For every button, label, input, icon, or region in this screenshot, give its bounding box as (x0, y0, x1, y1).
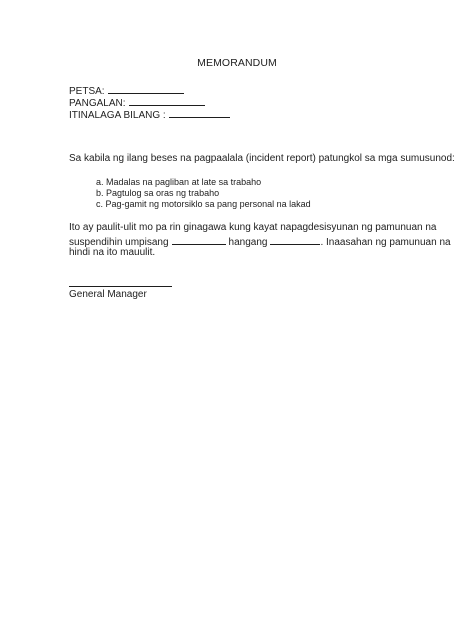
body-line-2-end: . Inaasahan ng pamunuan na (320, 237, 451, 248)
end-date-blank (270, 235, 320, 245)
memo-title: MEMORANDUM (197, 57, 277, 69)
signature-line (69, 286, 172, 287)
itinalaga-blank (169, 108, 230, 118)
intro-paragraph: Sa kabila ng ilang beses na pagpaalala (incident report) patungkol sa mga sumusunod: (69, 153, 455, 164)
petsa-label: PETSA: (69, 86, 105, 97)
pangalan-label: PANGALAN: (69, 98, 126, 109)
signature-label: General Manager (69, 289, 147, 300)
body-line-2-middle: hangang (228, 237, 268, 248)
start-date-blank (172, 235, 226, 245)
body-line-3: hindi na ito mauulit. (69, 247, 156, 258)
itinalaga-field (69, 108, 230, 122)
itinalaga-label: ITINALAGA BILANG : (69, 110, 166, 121)
list-item: b. Pagtulog sa oras ng trabaho (96, 188, 220, 198)
list-item: c. Pag-gamit ng motorsiklo sa pang personal na lakad (96, 199, 311, 209)
list-item: a. Madalas na pagliban at late sa trabaho (96, 177, 262, 187)
petsa-blank (108, 84, 184, 94)
pangalan-blank (129, 96, 205, 106)
body-line-2-start: suspendihin umpisang (69, 237, 169, 248)
body-line-1: Ito ay paulit-ulit mo pa rin ginagawa kung kayat napagdesisyunan ng pamunuan na (69, 222, 437, 233)
